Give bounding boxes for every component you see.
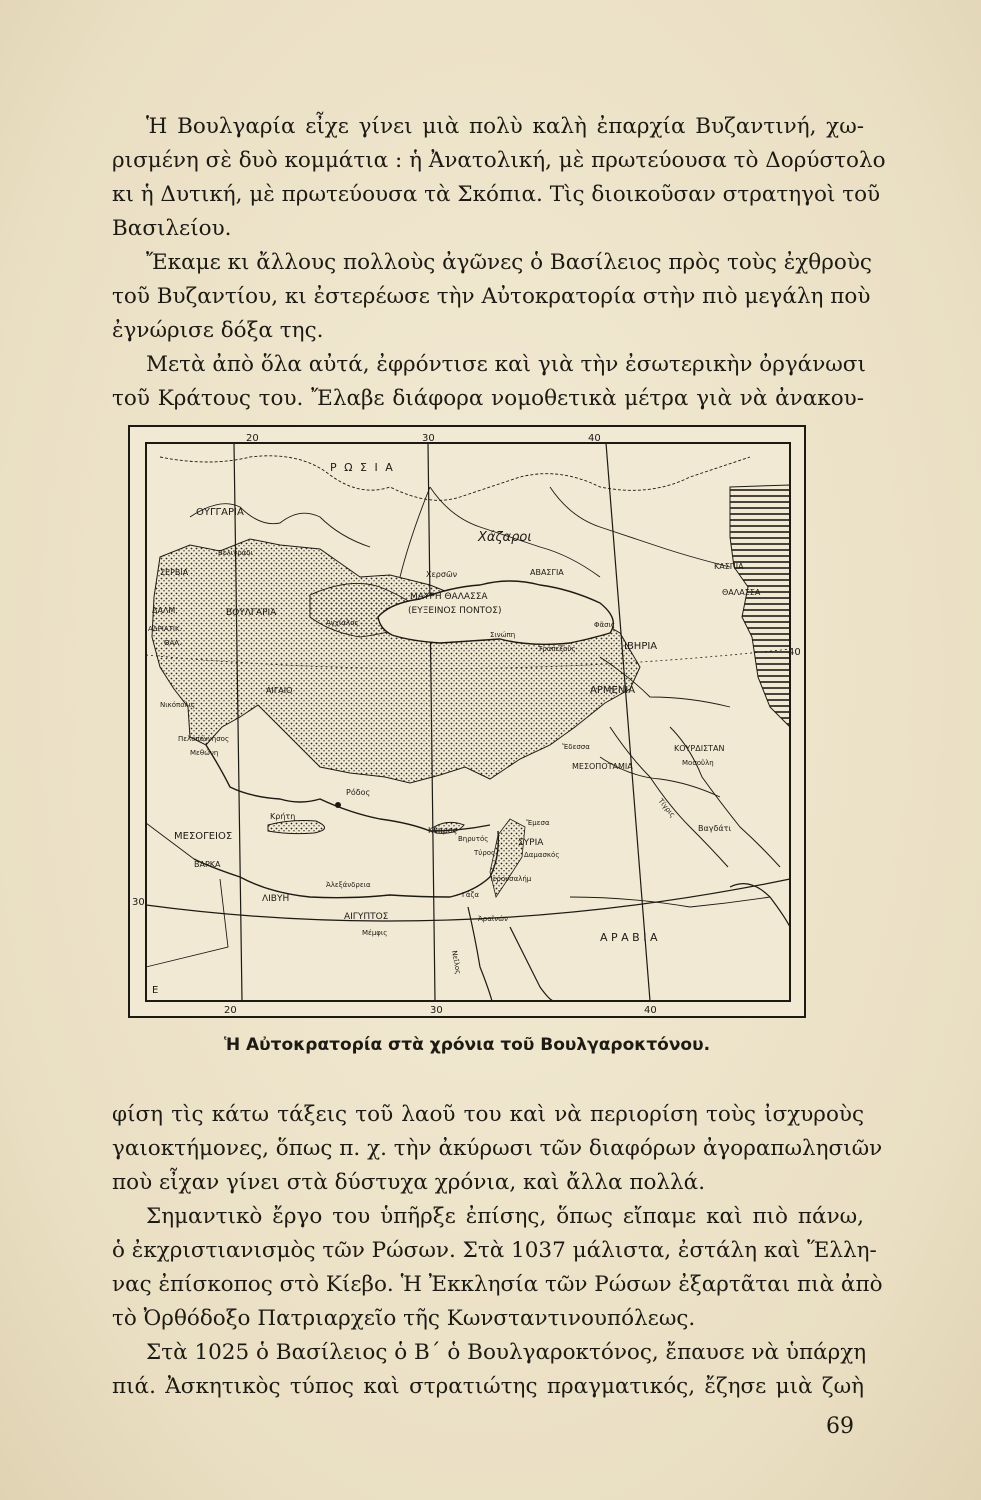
text-line: Μετὰ ἀπὸ ὅλα αὐτά, ἐφρόντισε καὶ γιὰ τὴν ἐσωτερικὴν ὀργάνωσι xyxy=(146,352,866,377)
top-text-block xyxy=(112,110,886,416)
text-line: τοῦ Κράτους του. Ἔλαβε διάφορα νομοθετικὰ μέτρα γιὰ νὰ ἀνακου- xyxy=(112,386,864,411)
text-line: Στὰ 1025 ὁ Βασίλειος ὁ Β΄ ὁ Βουλγαροκτόνος, ἔπαυσε νὰ ὑπάρχη xyxy=(146,1340,867,1365)
map-label: Βελιγράδι xyxy=(218,549,253,557)
map-label: Ἱερουσαλήμ xyxy=(490,875,532,883)
map-label: Φᾶσις xyxy=(594,621,616,629)
text-line: τοῦ Βυζαντίου, κι ἐστερέωσε τὴν Αὐτοκρατορία στὴν πιὸ μεγάλη ποὺ xyxy=(112,284,871,309)
map-label: Νικόπολις xyxy=(160,701,196,709)
map-label: (ΕΥΞΕΙΝΟΣ ΠΟΝΤΟΣ) xyxy=(408,606,502,616)
map-label: ΑΙΓΥΠΤΟΣ xyxy=(344,912,389,922)
text-line: ἐγνώρισε δόξα της. xyxy=(112,318,324,343)
map-label: ΣΥΡΙΑ xyxy=(518,838,544,848)
map-label: ΒΟΥΛΓΑΡΙΑ xyxy=(226,608,277,618)
map-label: ΛΙΒΥΗ xyxy=(262,894,290,904)
map-label: Ἀλεξάνδρεια xyxy=(326,881,371,889)
map-label: ΜΕΣΟΠΟΤΑΜΙΑ xyxy=(572,762,633,771)
map-label: Νεῖλος xyxy=(450,949,463,975)
longitude-tick: 30 xyxy=(430,1005,443,1016)
map-label: ΜΑΥΡΗ ΘΑΛΑΣΣΑ xyxy=(410,592,488,602)
map-drawing xyxy=(130,427,804,1016)
map-label: Μοσοῦλη xyxy=(682,759,714,767)
map-label: Χάζαροι xyxy=(478,530,532,545)
map-label: ΜΕΣΟΓΕΙΟΣ xyxy=(174,831,233,842)
text-line: Ἡ Βουλγαρία εἶχε γίνει μιὰ πολὺ καλὴ ἐπαρχία Βυζαντινή, χω- xyxy=(146,114,864,139)
map-caption: Ἡ Αὐτοκρατορία στὰ χρόνια τοῦ Βουλγαροκτόνου. xyxy=(223,1035,711,1055)
map-label: Βηρυτός xyxy=(458,835,489,843)
text-line: πιά. Ἀσκητικὸς τύπος καὶ στρατιώτης πραγματικός, ἔζησε μιὰ ζωὴ xyxy=(112,1374,864,1399)
longitude-tick: 30 xyxy=(422,433,435,444)
map-label: Σινώπη xyxy=(490,631,516,639)
map-label: Βαγδάτι xyxy=(698,824,732,833)
latitude-tick: 30 xyxy=(132,897,145,908)
text-line: γαιοκτήμονες, ὅπως π. χ. τὴν ἀκύρωσι τῶν διαφόρων ἀγοραπωλησιῶν xyxy=(112,1136,883,1161)
longitude-tick: 20 xyxy=(224,1005,237,1016)
text-line: κι ἡ Δυτική, μὲ πρωτεύουσα τὰ Σκόπια. Τὶς διοικοῦσαν στρατηγοὶ τοῦ xyxy=(112,182,881,207)
bottom-text-block xyxy=(112,1098,883,1404)
map-label: ΔΑΛΜ. xyxy=(152,606,178,615)
map-label: ΟΥΓΓΑΡΙΑ xyxy=(196,507,244,518)
longitude-tick: 20 xyxy=(246,433,259,444)
map-label: Τύρος xyxy=(474,849,496,857)
map-label: Κύπρος xyxy=(428,826,458,835)
text-line: ποὺ εἶχαν γίνει στὰ δύστυχα χρόνια, καὶ ἄλλα πολλά. xyxy=(112,1170,706,1195)
map-label: Α Ρ Α Β Ι Α xyxy=(600,931,658,944)
text-line: τὸ Ὀρθόδοξο Πατριαρχεῖο τῆς Κωνσταντινουπόλεως. xyxy=(112,1306,696,1331)
map-label: Πελοπόννησος xyxy=(178,735,230,743)
map-label: Ρόδος xyxy=(346,788,371,797)
map-label: Ρ Ω Σ Ι Α xyxy=(330,461,395,474)
map-label: ΙΒΗΡΙΑ xyxy=(624,641,658,652)
map-label: Ἔμεσα xyxy=(526,819,550,827)
map-label: ΘΑΛ. xyxy=(164,639,182,647)
map-label: Ἔδεσσα xyxy=(562,743,590,751)
text-line: ρισμένη σὲ δυὸ κομμάτια : ἡ Ἀνατολική, μὲ πρωτεύουσα τὸ Δορύστολο xyxy=(112,148,886,173)
map-label: ΚΑΣΠΙΑ xyxy=(714,562,744,571)
text-line: ὁ ἐκχριστιανισμὸς τῶν Ρώσων. Στὰ 1037 μάλιστα, ἐστάλη καὶ Ἕλλη- xyxy=(112,1238,877,1263)
map-label: Ἀγχίαλος xyxy=(326,619,359,627)
map-label: Κρήτη xyxy=(270,812,296,821)
map-label: Τραπεζοῦς xyxy=(538,645,576,653)
latitude-tick: 40 xyxy=(788,647,801,658)
map-label: ΒΑΡΚΑ xyxy=(194,860,221,869)
text-line: νας ἐπίσκοπος στὸ Κίεβο. Ἡ Ἐκκλησία τῶν Ρώσων ἐξαρτᾶται πιὰ ἀπὸ xyxy=(112,1272,883,1297)
map-label: Τίγρις xyxy=(656,797,677,819)
map-figure xyxy=(128,425,806,1018)
text-line: Βασιλείου. xyxy=(112,216,232,241)
map-label: E xyxy=(152,985,159,996)
map-label: ΘΑΛΑΣΣΑ xyxy=(722,588,761,597)
map-label: Ἀραῖνών xyxy=(478,915,508,923)
map-label: ΑΒΑΣΓΙΑ xyxy=(530,568,564,577)
text-line: Ἔκαμε κι ἄλλους πολλοὺς ἀγῶνες ὁ Βασίλειος πρὸς τοὺς ἐχθροὺς xyxy=(146,250,872,275)
map-label: ΑΔΡΙΑΤΙΚ. xyxy=(148,625,182,633)
map-label: Μέμφις xyxy=(362,929,388,937)
map-label: Δαμασκός xyxy=(524,851,560,859)
text-line: Σημαντικὸ ἔργο του ὑπῆρξε ἐπίσης, ὅπως εἴπαμε καὶ πιὸ πάνω, xyxy=(146,1204,864,1229)
page-number: 69 xyxy=(826,1414,854,1439)
text-line: φίση τὶς κάτω τάξεις τοῦ λαοῦ του καὶ νὰ περιορίση τοὺς ἰσχυροὺς xyxy=(112,1102,864,1127)
map-label: Γάζα xyxy=(462,891,479,899)
map-label: Μεθώνη xyxy=(190,749,219,757)
map-label: ΑΙΓΑΙΟ xyxy=(266,686,293,695)
map-label: Χερσῶν xyxy=(426,570,458,579)
map-label: ΑΡΜΕΝΙΑ xyxy=(590,685,636,696)
map-label: ΣΕΡΒΙΑ xyxy=(160,568,189,577)
map-label: ΚΟΥΡΔΙΣΤΑΝ xyxy=(674,744,725,753)
longitude-tick: 40 xyxy=(588,433,601,444)
longitude-tick: 40 xyxy=(644,1005,657,1016)
